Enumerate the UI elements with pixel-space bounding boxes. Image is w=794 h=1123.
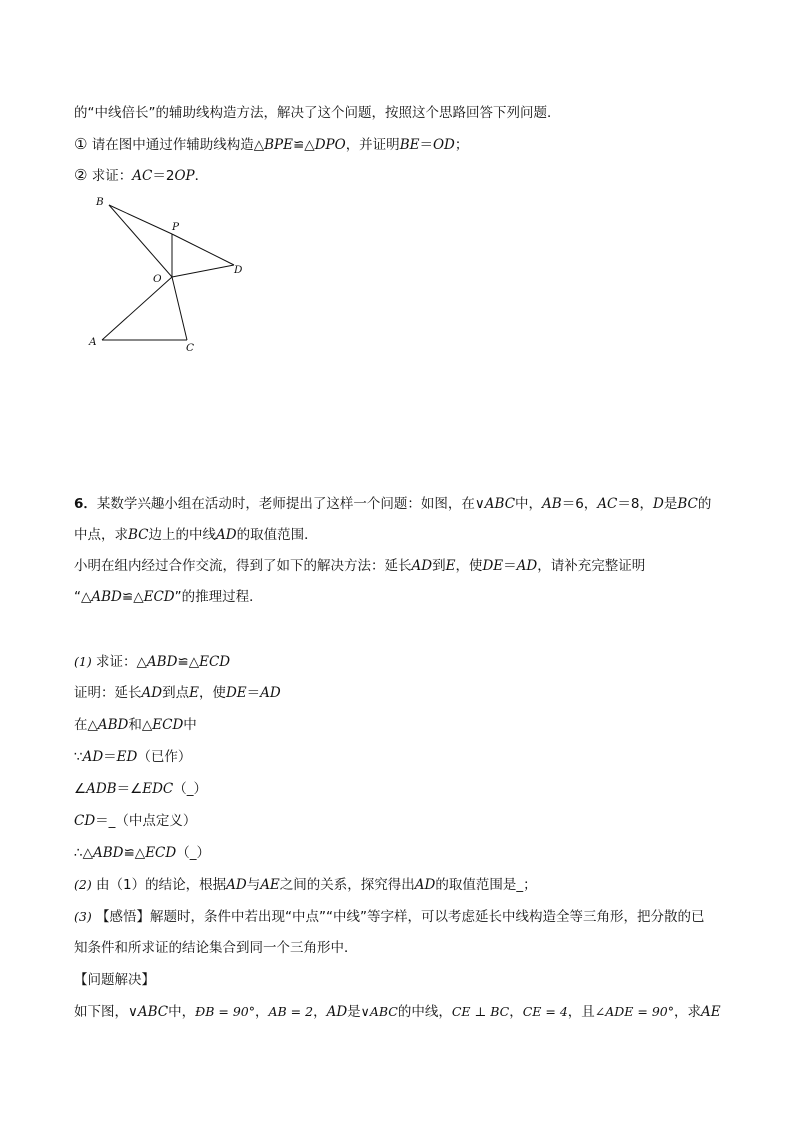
circled-number-2: ② <box>74 166 88 184</box>
pf2-c: 和△ <box>128 717 153 733</box>
p6-text-a: 某数学兴趣小组在活动时，老师提出了这样一个问题：如图，在 <box>96 496 475 512</box>
point-e: E <box>445 558 456 574</box>
segment-bc: BC <box>677 496 698 512</box>
item-1-text: 请在图中通过作辅助线构造 <box>91 137 254 153</box>
pf1-c: 到点 <box>162 685 190 701</box>
intro-text: 的“中线倍长”的辅助线构造方法，解决了这个问题，按照这个思路回答下列问题． <box>74 105 561 121</box>
question-number-2: (2) <box>74 877 92 892</box>
item-1-line <box>74 135 468 154</box>
p6-l3-i: ，请补充完整证明 <box>537 558 646 574</box>
q1-a: 求证：△ <box>91 654 147 670</box>
last-l: 的中线， <box>397 1004 452 1020</box>
geometry-figure <box>84 194 264 358</box>
triangle-abc: ABC <box>484 496 516 512</box>
pf3-reason: （已作） <box>137 749 192 765</box>
pf4-blank: （_） <box>173 781 207 797</box>
segment-o-c <box>172 277 187 340</box>
because-symbol: ∵ <box>74 749 83 765</box>
ce-equals-4: CE = 4 <box>522 1004 568 1019</box>
p6-l4-e: ”的推理过程． <box>174 589 263 605</box>
segment-ae: AE <box>260 877 280 893</box>
segment-ad: AD <box>260 685 281 701</box>
last-r: ，求 <box>674 1004 702 1020</box>
segment-ab: AB <box>542 496 562 512</box>
segment-be: BE <box>399 137 420 153</box>
p6-l2-c: 边上的中线 <box>148 527 217 543</box>
triangle-abd: ABD <box>92 845 124 861</box>
item-1-text-b: ，并证明 <box>345 137 400 153</box>
congruent-symbol: ≌△ <box>123 845 146 861</box>
pf1-a: 证明：延长 <box>74 685 142 701</box>
q2-a: 由（1）的结论，根据 <box>91 877 227 893</box>
ab-value: ＝6， <box>561 496 598 512</box>
label-p: P <box>172 221 180 233</box>
question-3-line-b <box>74 939 358 957</box>
problem-number-6: 6． <box>74 496 97 512</box>
label-o: O <box>153 273 162 285</box>
p6-l2-a: 中点，求 <box>74 527 128 543</box>
equals-two: ＝2 <box>152 168 175 184</box>
triangle-symbol: ∨ <box>128 1004 138 1020</box>
congruent-symbol: ≌△ <box>177 654 200 670</box>
segment-p-d <box>172 234 234 265</box>
angle-adb: ADB <box>86 781 117 797</box>
segment-ac: AC <box>597 496 618 512</box>
p6-text-j: 是 <box>663 496 678 512</box>
segment-cd: CD <box>74 813 96 829</box>
last-a: 如下图， <box>74 1004 128 1020</box>
label-b: B <box>96 196 104 208</box>
pf2-e: 中 <box>183 717 197 733</box>
segment-ad: AD <box>226 877 247 893</box>
segment-o-d <box>172 265 234 277</box>
segment-ad: AD <box>82 749 104 765</box>
triangle-bpe: BPE <box>264 137 293 153</box>
pf1-e: ，使 <box>198 685 226 701</box>
triangle-ecd: ECD <box>143 589 175 605</box>
segment-ad: AD <box>516 558 538 574</box>
problem-6-line-4 <box>74 588 263 606</box>
angle-edc: EDC <box>142 781 174 797</box>
triangle-abd: ABD <box>91 589 122 605</box>
item-2-line <box>74 166 208 185</box>
p6-l4-a: “△ <box>74 589 92 605</box>
proof-line-3 <box>74 748 191 766</box>
item-2-text: 求证： <box>91 168 133 184</box>
segment-ac: AC <box>132 168 153 184</box>
last-p: ，且 <box>567 1004 595 1020</box>
congruent-symbol: ≌△ <box>121 589 144 605</box>
heading-text: 【问题解决】 <box>74 972 155 988</box>
triangle-abd: ABD <box>146 654 178 670</box>
problem-6-line-2 <box>74 526 318 544</box>
equals-sign: ＝ <box>503 558 517 574</box>
point-e: E <box>189 685 199 701</box>
p6-l2-e: 的取值范围． <box>236 527 318 543</box>
segment-od: OD <box>432 137 455 153</box>
last-d: 中， <box>168 1004 196 1020</box>
pf2-a: 在△ <box>74 717 98 733</box>
ce-perp-bc: CE ⊥ BC <box>451 1004 510 1019</box>
p6-text-d: 中， <box>515 496 543 512</box>
segment-op: OP <box>174 168 195 184</box>
segment-b-o <box>109 205 172 277</box>
q3b-a: 知条件和所求证的结论集合到同一个三角形中． <box>74 940 358 956</box>
q2-e: 之间的关系，探究得出 <box>279 877 415 893</box>
problem-6-line-3 <box>74 557 645 575</box>
segment-ad: AD <box>141 685 163 701</box>
intro-line <box>74 104 561 122</box>
segment-bc: BC <box>128 527 149 543</box>
problem-6-line-1 <box>74 495 711 513</box>
proof-line-6 <box>74 844 210 862</box>
label-c: C <box>186 342 195 354</box>
pf6-blank: （_） <box>176 845 210 861</box>
equals-sign: ＝ <box>246 685 261 701</box>
p6-l3-c: 到 <box>432 558 446 574</box>
triangle-symbol: △ <box>253 137 265 153</box>
therefore-symbol: ∴△ <box>74 845 93 861</box>
question-3-line <box>74 908 704 926</box>
p6-l3-e: ，使 <box>455 558 483 574</box>
comma: ， <box>509 1004 523 1020</box>
segment-ae: AE <box>701 1004 721 1020</box>
pf5-blank: ＝_（中点定义） <box>95 813 197 829</box>
proof-line-5 <box>74 812 196 830</box>
triangle-abd: ABD <box>97 717 129 733</box>
proof-line-4 <box>74 780 207 798</box>
segment-ad: AD <box>216 527 237 543</box>
equals-sign: ＝ <box>103 749 117 765</box>
angle-symbol: ∠ <box>74 781 87 797</box>
triangle-ecd: ECD <box>152 717 184 733</box>
segment-ed: ED <box>116 749 138 765</box>
segment-b-p <box>109 205 172 234</box>
p6-l3-a: 小明在组内经过合作交流，得到了如下的解决方法：延长 <box>74 558 412 574</box>
label-a: A <box>89 336 97 348</box>
segment-ad: AD <box>411 558 433 574</box>
angle-ade-90: ∠ADE = 90° <box>594 1004 675 1019</box>
triangle-abc: ABC <box>137 1004 169 1020</box>
segment-de: DE <box>225 685 247 701</box>
proof-line-2 <box>74 716 197 734</box>
semicolon: ； <box>454 137 469 153</box>
period: ． <box>194 168 209 184</box>
segment-de: DE <box>482 558 504 574</box>
label-d: D <box>234 264 243 276</box>
congruent-symbol: ≌△ <box>293 137 315 153</box>
segment-ad: AD <box>414 877 436 893</box>
last-j: 是 <box>347 1004 361 1020</box>
question-number-1: (1) <box>74 654 92 669</box>
equals-angle: ＝∠ <box>116 781 143 797</box>
last-line <box>74 1003 721 1021</box>
q3-a: 【感悟】解题时，条件中若出现“中点”“中线”等字样，可以考虑延长中线构造全等三角形，把分散的已 <box>91 909 705 925</box>
point-d: D <box>653 496 664 512</box>
segment-ad: AD <box>326 1004 348 1020</box>
question-1-line <box>74 653 230 671</box>
equals-sign: ＝ <box>419 137 433 153</box>
question-number-3: (3) <box>74 909 92 924</box>
p6-text-l: 的 <box>697 496 712 512</box>
triangle-ecd: ECD <box>145 845 177 861</box>
segment-a-o <box>102 277 172 340</box>
triangle-ecd: ECD <box>199 654 231 670</box>
ac-value: ＝8， <box>617 496 653 512</box>
triangle-dpo: DPO <box>314 137 346 153</box>
question-2-line <box>74 876 537 894</box>
proof-line-1 <box>74 684 281 702</box>
triangle-symbol: ∨ <box>474 496 485 512</box>
comma: ， <box>255 1004 269 1020</box>
triangle-abc-2: ∨ABC <box>360 1004 398 1019</box>
circled-number-1: ① <box>74 135 88 153</box>
comma: ， <box>313 1004 327 1020</box>
q2-c: 与 <box>246 877 261 893</box>
problem-solving-heading <box>74 971 155 989</box>
q2-g: 的取值范围是_； <box>435 877 537 893</box>
ab-equals-2: AB = 2 <box>268 1004 314 1019</box>
angle-b-90: ÐB = 90° <box>195 1004 255 1019</box>
